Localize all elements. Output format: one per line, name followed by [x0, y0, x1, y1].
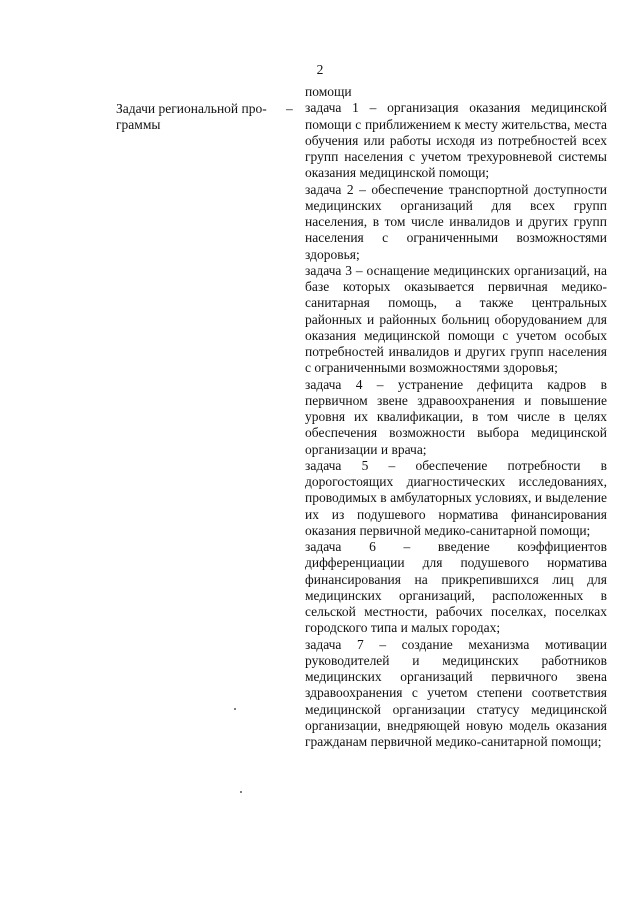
section-label-text: Задачи региональной про- граммы [116, 101, 267, 133]
label-dash: – [286, 101, 293, 116]
section-label [116, 101, 302, 133]
scan-speck [240, 791, 242, 793]
task-7: задача 7 – создание механизма мотивации руководителей и медицинских работников медицинских организаций первичного звена здравоохранения с учетом степени соответствия медицинской организации статусу медицинской организации, внедряющей новую модель оказания гражданам первичной медико-санитарной помощи; [305, 636, 607, 749]
scan-speck [234, 708, 236, 710]
task-4: задача 4 – устранение дефицита кадров в первичном звене здравоохранения и повышение уровня их квалификации, в том числе в целях обеспечения возможности выбора медицинской организации и врача; [305, 376, 607, 457]
task-3: задача 3 – оснащение медицинских организаций, на базе которых оказывается первичная медико-санитарная помощь, а также центральных районных и районных больниц оборудованием для оказания медицинской помощи с учетом особых потребностей инвалидов и других групп населения с ограниченными возможностями здоровья; [305, 262, 607, 376]
lead-fragment: помощи [305, 84, 352, 99]
task-2: задача 2 – обеспечение транспортной доступности медицинских организаций для всех групп населения, в том числе инвалидов и других групп населения с ограниченными возможностями здоровья; [305, 181, 607, 262]
page-number: 2 [316, 62, 324, 77]
task-5: задача 5 – обеспечение потребности в дорогостоящих диагностических исследованиях, проводимых в амбулаторных условиях, и выделение их из подушевого норматива финансирования оказания первичной медико-санитарной помощи; [305, 457, 607, 538]
task-6: задача 6 – введение коэффициентов дифференциации для подушевого норматива финансирования на прикрепившихся лиц для медицинских организаций, расположенных в сельской местности, рабочих поселках, поселках городского типа и малых городах; [305, 539, 607, 636]
tasks-column [305, 84, 607, 750]
task-1: задача 1 – организация оказания медицинской помощи с приближением к месту жительства, места обучения или работы исходя из потребностей всех групп населения с учетом трехуровневой системы оказания медицинской помощи; [305, 100, 607, 181]
